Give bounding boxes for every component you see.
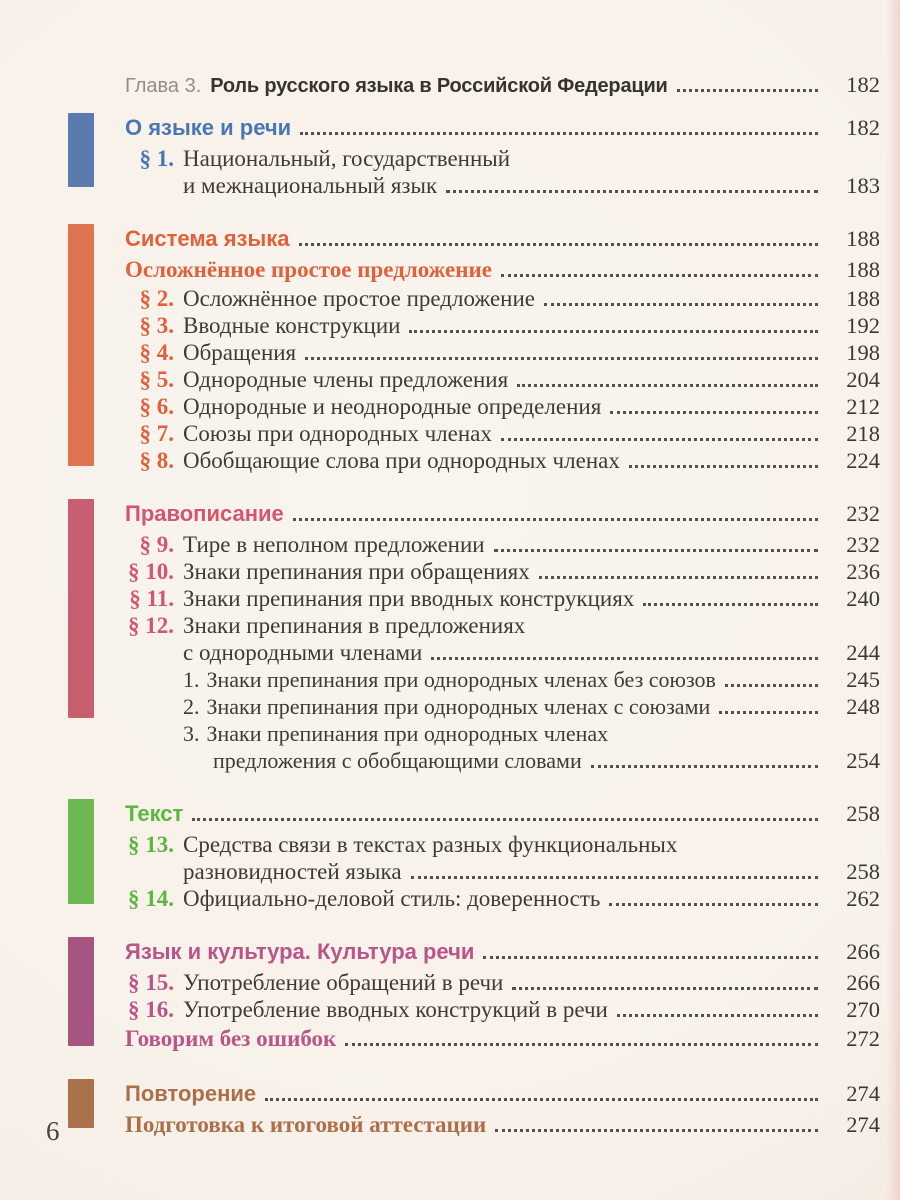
- entry-title: Тире в неполном предложении: [183, 532, 485, 557]
- section-bar-column: [68, 110, 94, 199]
- entry-title: Однородные и неоднородные определения: [183, 394, 602, 419]
- chapter-number: Глава 3.: [125, 75, 202, 97]
- entry-title: Однородные члены предложения: [183, 367, 509, 392]
- entry-page-number: 272: [846, 1026, 880, 1051]
- folio-page-number: 6: [46, 1116, 60, 1146]
- entry-page-number: 212: [846, 394, 880, 419]
- toc-row: [125, 666, 880, 693]
- toc-entry: [125, 612, 880, 666]
- entry-title: Вводные конструкции: [183, 313, 401, 338]
- entry-prefix: § 1.: [139, 146, 174, 171]
- toc-entry: [125, 339, 880, 366]
- toc-entry: [125, 558, 880, 585]
- dot-leader: [431, 657, 818, 660]
- dot-leader: [677, 89, 818, 92]
- section-heading: Подготовка к итоговой аттестации: [125, 1112, 487, 1137]
- section-bar-column: [68, 796, 94, 912]
- chapter-title: Роль русского языка в Российской Федерации: [210, 75, 668, 97]
- entry-page-number: 262: [846, 886, 880, 911]
- entry-page-number: 258: [846, 859, 880, 884]
- toc-row: [125, 831, 880, 858]
- toc-row: [125, 339, 880, 366]
- section-entries: [125, 221, 880, 474]
- toc-row: [125, 858, 880, 885]
- dot-leader: [305, 357, 818, 360]
- entry-page-number: 258: [846, 801, 880, 826]
- toc-row: [125, 885, 880, 912]
- section-heading: О языке и речи: [125, 115, 292, 140]
- section-heading: Правописание: [125, 501, 284, 526]
- dot-leader: [539, 576, 818, 579]
- entry-page-number: 188: [846, 257, 880, 282]
- dot-leader: [725, 684, 818, 687]
- dot-leader: [300, 132, 818, 135]
- dot-leader: [610, 411, 818, 414]
- dot-leader: [591, 765, 818, 768]
- brown-section-bar: [68, 1079, 94, 1128]
- entry-page-number: 183: [846, 173, 880, 198]
- entry-prefix: 3.: [183, 721, 200, 746]
- entry-page-number: 232: [846, 501, 880, 526]
- entry-prefix: § 12.: [128, 613, 174, 638]
- entry-page-number: 240: [846, 586, 880, 611]
- chapter-page-number: 182: [846, 72, 880, 97]
- dot-leader: [617, 1014, 818, 1017]
- entry-prefix: § 16.: [128, 997, 174, 1022]
- section-entries: [125, 496, 880, 774]
- entry-page-number: 254: [846, 748, 880, 773]
- green-section-bar: [68, 799, 94, 904]
- entry-prefix: § 2.: [139, 286, 174, 311]
- toc-row: [125, 747, 880, 774]
- dot-leader: [609, 903, 818, 906]
- entry-title: Обращения: [183, 340, 297, 365]
- toc-entry: [125, 500, 880, 527]
- entry-page-number: 236: [846, 559, 880, 584]
- toc-row: [125, 393, 880, 420]
- entry-title: Знаки препинания при однородных членах без союзов: [206, 667, 716, 692]
- entry-prefix: § 9.: [139, 532, 174, 557]
- entry-page-number: 266: [846, 970, 880, 995]
- section-heading: Повторение: [125, 1081, 257, 1106]
- dot-leader: [501, 438, 818, 441]
- section-heading: Осложнённое простое предложение: [125, 257, 492, 282]
- orange-section-bar: [68, 224, 94, 466]
- toc-row: [125, 558, 880, 585]
- toc-entry: [125, 420, 880, 447]
- section-heading: Текст: [125, 801, 184, 826]
- toc-section: [68, 934, 880, 1054]
- section-heading: Система языка: [125, 226, 290, 251]
- toc-row: [125, 172, 880, 199]
- entry-prefix: § 14.: [128, 886, 174, 911]
- section-heading: Говорим без ошибок: [125, 1026, 337, 1051]
- toc-entry: [125, 1080, 880, 1107]
- dot-leader: [629, 465, 818, 468]
- section-entries: [125, 934, 880, 1054]
- toc-row: [125, 639, 880, 666]
- toc-row: [125, 1025, 880, 1052]
- entry-title: Знаки препинания при обращениях: [183, 559, 530, 584]
- entry-title: Знаки препинания при однородных членах: [206, 721, 609, 746]
- entry-page-number: 188: [846, 226, 880, 251]
- toc-row: [125, 996, 880, 1023]
- entry-page-number: 188: [846, 286, 880, 311]
- toc-row: [125, 256, 880, 283]
- dot-leader: [293, 518, 818, 521]
- entry-title: Знаки препинания при вводных конструкциях: [183, 586, 635, 611]
- toc-entry: [125, 225, 880, 252]
- dot-leader: [544, 303, 818, 306]
- toc-entry: [125, 938, 880, 965]
- entry-page-number: 248: [846, 694, 880, 719]
- dot-leader: [643, 603, 818, 606]
- toc-entry: [125, 256, 880, 283]
- purple-section-bar: [68, 937, 94, 1046]
- toc-entry: [125, 969, 880, 996]
- entry-title: Знаки препинания при однородных членах с союзами: [206, 694, 711, 719]
- entry-prefix: § 11.: [129, 586, 174, 611]
- entry-title: Знаки препинания в предложениях: [183, 613, 526, 638]
- entry-prefix: 2.: [183, 694, 200, 719]
- entry-page-number: 266: [846, 939, 880, 964]
- entry-prefix: § 5.: [139, 367, 174, 392]
- rose-section-bar: [68, 499, 94, 718]
- entry-page-number: 232: [846, 532, 880, 557]
- toc-entry: [125, 1111, 880, 1138]
- toc-section: [68, 496, 880, 774]
- toc-entry: [125, 285, 880, 312]
- entry-page-number: 198: [846, 340, 880, 365]
- entry-page-number: 274: [846, 1112, 880, 1137]
- toc-entry: [125, 666, 880, 693]
- entry-page-number: 270: [846, 997, 880, 1022]
- toc-row: [125, 800, 880, 827]
- toc-row: [125, 612, 880, 639]
- dot-leader: [719, 711, 818, 714]
- toc-row: [125, 1080, 880, 1107]
- toc-entry: [125, 1025, 880, 1052]
- dot-leader: [411, 876, 818, 879]
- toc-entry: [125, 831, 880, 885]
- toc-row: [125, 531, 880, 558]
- toc-section: [68, 221, 880, 474]
- entry-prefix: § 10.: [128, 559, 174, 584]
- toc-entry: [125, 312, 880, 339]
- chapter-heading-row: [125, 72, 880, 98]
- dot-leader: [265, 1098, 818, 1101]
- entry-title: Употребление вводных конструкций в речи: [183, 997, 608, 1022]
- dot-leader: [409, 330, 818, 333]
- blue-section-bar: [68, 113, 94, 187]
- entry-title: Употребление обращений в речи: [183, 970, 504, 995]
- entry-page-number: 224: [846, 448, 880, 473]
- entry-prefix: 1.: [183, 667, 200, 692]
- dot-leader: [446, 190, 818, 193]
- section-bar-column: [68, 496, 94, 774]
- toc-entry: [125, 366, 880, 393]
- dot-leader: [501, 274, 818, 277]
- section-heading: Язык и культура. Культура речи: [125, 939, 475, 964]
- section-entries: [125, 1076, 880, 1140]
- entry-prefix: § 15.: [128, 970, 174, 995]
- entry-prefix: § 7.: [139, 421, 174, 446]
- entry-title: Официально-деловой стиль: доверенность: [183, 886, 601, 911]
- dot-leader: [299, 243, 818, 246]
- toc-section: [68, 110, 880, 199]
- toc-entry: [125, 720, 880, 774]
- section-entries: [125, 110, 880, 199]
- section-entries: [125, 796, 880, 912]
- toc-entry: [125, 693, 880, 720]
- dot-leader: [345, 1043, 818, 1046]
- dot-leader: [512, 987, 818, 990]
- entry-page-number: 244: [846, 640, 880, 665]
- entry-title: Средства связи в текстах разных функциональных: [183, 832, 678, 857]
- toc-row: [125, 585, 880, 612]
- entry-title: разновидностей языка: [183, 859, 402, 884]
- dot-leader: [494, 549, 818, 552]
- toc-entry: [125, 996, 880, 1023]
- section-bar-column: [68, 934, 94, 1054]
- entry-page-number: 218: [846, 421, 880, 446]
- toc-row: [125, 1111, 880, 1138]
- entry-prefix: § 6.: [139, 394, 174, 419]
- toc-entry: [125, 531, 880, 558]
- section-bar-column: [68, 1076, 94, 1140]
- entry-title: Осложнённое простое предложение: [183, 286, 536, 311]
- entry-prefix: § 8.: [139, 448, 174, 473]
- toc-entry: [125, 447, 880, 474]
- toc-entry: [125, 885, 880, 912]
- toc-row: [125, 114, 880, 141]
- page-edge-shadow: [886, 0, 900, 1200]
- toc-row: [125, 420, 880, 447]
- entry-page-number: 245: [846, 667, 880, 692]
- table-of-contents: [68, 110, 880, 1140]
- entry-page-number: 274: [846, 1081, 880, 1106]
- toc-row: [125, 500, 880, 527]
- entry-prefix: § 13.: [128, 832, 174, 857]
- toc-entry: [125, 585, 880, 612]
- toc-row: [125, 285, 880, 312]
- toc-section: [68, 796, 880, 912]
- toc-entry: [125, 393, 880, 420]
- entry-prefix: § 4.: [139, 340, 174, 365]
- entry-title: Обобщающие слова при однородных членах: [183, 448, 620, 473]
- toc-row: [125, 969, 880, 996]
- toc-row: [125, 225, 880, 252]
- entry-title: и межнациональный язык: [183, 173, 438, 198]
- entry-page-number: 204: [846, 367, 880, 392]
- dot-leader: [483, 956, 818, 959]
- dot-leader: [495, 1129, 818, 1132]
- entry-title: Национальный, государственный: [183, 146, 511, 171]
- toc-entry: [125, 800, 880, 827]
- toc-row: [125, 720, 880, 747]
- entry-prefix: § 3.: [139, 313, 174, 338]
- entry-title: предложения с обобщающими словами: [213, 748, 582, 773]
- toc-row: [125, 312, 880, 339]
- toc-row: [125, 447, 880, 474]
- toc-entry: [125, 114, 880, 141]
- dot-leader: [517, 384, 818, 387]
- entry-page-number: 182: [846, 115, 880, 140]
- entry-page-number: 192: [846, 313, 880, 338]
- dot-leader: [192, 818, 818, 821]
- entry-title: с однородными членами: [183, 640, 423, 665]
- toc-row: [125, 366, 880, 393]
- toc-entry: [125, 145, 880, 199]
- section-bar-column: [68, 221, 94, 474]
- toc-section: [68, 1076, 880, 1140]
- entry-title: Союзы при однородных членах: [183, 421, 492, 446]
- toc-row: [125, 693, 880, 720]
- toc-row: [125, 145, 880, 172]
- toc-row: [125, 938, 880, 965]
